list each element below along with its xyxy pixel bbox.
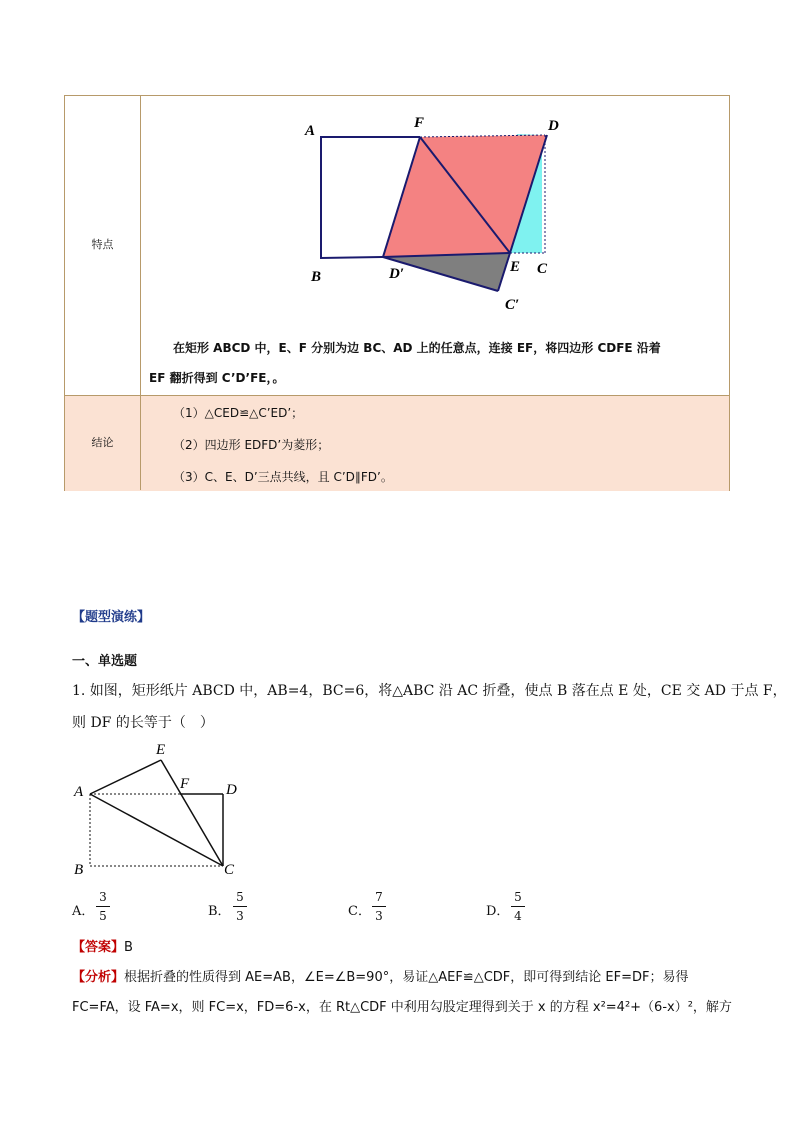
- label-cprime: C′: [505, 297, 520, 313]
- answer-line: [72, 936, 133, 955]
- option-d-fraction: [511, 890, 525, 923]
- qlabel-a: A: [74, 784, 84, 800]
- qlabel-c: C: [224, 862, 235, 878]
- conclusion-label: 结论: [91, 436, 114, 449]
- fraction-bar: [372, 906, 386, 907]
- fold-figure: [295, 111, 575, 321]
- label-a: A: [305, 123, 316, 139]
- analysis-line-2: FC=FA，设 FA=x，则 FC=x，FD=6-x，在 Rt△CDF 中利用勾股定理得到关于 x 的方程 x²=4²+（6-x）²，解方: [72, 1000, 732, 1015]
- description-line-2: EF 翻折得到 C’D’FE，。: [149, 371, 285, 385]
- answer-value: B: [124, 940, 133, 955]
- segment-ac: [90, 794, 223, 866]
- analysis-text-1: 根据折叠的性质得到 AE=AB，∠E=∠B=90°，易证△AEF≌△CDF，即可得到结论 EF=DF；易得: [124, 970, 689, 985]
- fraction-bar: [233, 906, 247, 907]
- label-b: B: [311, 269, 322, 285]
- option-d-denominator: 4: [514, 909, 522, 923]
- label-c: C: [537, 261, 548, 277]
- option-d-letter: D．: [486, 904, 510, 919]
- option-b-denominator: 3: [236, 909, 244, 923]
- question-line-2: 则 DF 的长等于（ ）: [72, 715, 214, 731]
- option-b-numerator: 5: [236, 890, 244, 904]
- qlabel-e: E: [156, 742, 166, 758]
- option-c-numerator: 7: [375, 890, 383, 904]
- qlabel-d: D: [226, 782, 237, 798]
- analysis-line-1: [72, 966, 732, 985]
- label-d: D: [548, 118, 559, 134]
- summary-table: [64, 95, 730, 491]
- description-line-1: 在矩形 ABCD 中，E、F 分别为边 BC、AD 上的任意点，连接 EF，将四边形 CDFE 沿着: [173, 341, 661, 355]
- question-figure: [66, 740, 256, 880]
- segment-ec: [161, 760, 223, 866]
- label-e: E: [510, 259, 521, 275]
- feature-label: 特点: [91, 238, 114, 251]
- fraction-bar: [96, 906, 110, 907]
- analysis-tag: 【分析】: [72, 970, 125, 985]
- fraction-bar: [511, 906, 525, 907]
- segment-ae: [90, 760, 161, 794]
- option-b-letter: B．: [208, 904, 231, 919]
- practice-heading: 【题型演练】: [72, 610, 151, 625]
- option-a-denominator: 5: [99, 909, 107, 923]
- option-c-letter: C．: [348, 904, 371, 919]
- conclusion-row: [65, 395, 729, 491]
- conclusion-3: （3）C、E、D’三点共线，且 C’D∥FD’。: [173, 470, 393, 484]
- option-d-numerator: 5: [514, 890, 522, 904]
- answer-tag: 【答案】: [72, 940, 125, 955]
- conclusion-1: （1）△CED≌△C’ED’；: [173, 406, 304, 420]
- option-a-letter: A．: [72, 904, 95, 919]
- option-c-fraction: [372, 890, 386, 923]
- question-line-1: 1. 如图，矩形纸片 ABCD 中，AB=4，BC=6，将△ABC 沿 AC 折叠，使点 B 落在点 E 处，CE 交 AD 于点 F，: [72, 683, 787, 699]
- option-a-numerator: 3: [99, 890, 107, 904]
- conclusion-2: （2）四边形 EDFD’为菱形；: [173, 438, 330, 452]
- single-choice-heading: 一、单选题: [72, 654, 138, 669]
- label-dprime: D′: [389, 266, 405, 282]
- label-f: F: [414, 115, 425, 131]
- column-divider: [140, 96, 141, 490]
- option-c-denominator: 3: [375, 909, 383, 923]
- qlabel-b: B: [74, 862, 84, 878]
- qlabel-f: F: [180, 776, 190, 792]
- option-a-fraction: [96, 890, 110, 923]
- option-b-fraction: [233, 890, 247, 923]
